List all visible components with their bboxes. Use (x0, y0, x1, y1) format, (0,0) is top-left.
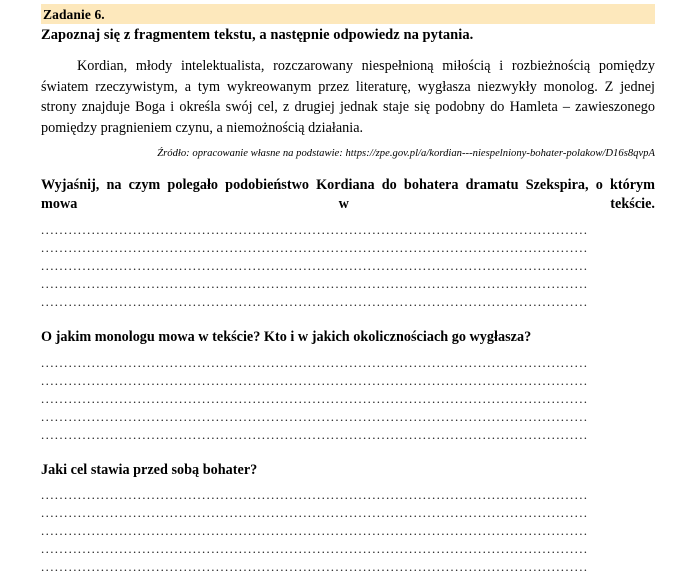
source-citation: Źródło: opracowanie własne na podstawie: https://zpe.gov.pl/a/kordian---niespelniony-bohater-polakow/D16s8qvpA (157, 148, 655, 159)
answer-line[interactable]: ....................................................................................................................... (41, 372, 589, 388)
answer-line[interactable]: ....................................................................................................................... (41, 258, 589, 273)
question-1-text: Wyjaśnij, na czym polegało podobieństwo Kordiana do bohatera dramatu Szekspira, o którym mowa w tekście. (41, 177, 655, 212)
answer-line[interactable]: ....................................................................................................................... (41, 240, 589, 255)
answer-line[interactable]: ....................................................................................................................... (41, 276, 589, 291)
worksheet-page (0, 4, 688, 574)
answer-line[interactable]: ....................................................................................................................... (41, 541, 589, 556)
answer-line[interactable]: ....................................................................................................................... (41, 354, 589, 370)
answer-line[interactable]: ....................................................................................................................... (41, 487, 589, 502)
reading-passage: Kordian, młody intelektualista, rozczarowany niespełnioną miłością i rozbieżnością pomiędzy światem rzeczywistym, a tym wykreowanym przez literaturę, wygłasza niezwykły monolog. Z jednej strony znajduje Boga i określa swój cel, z drugiej jednak staje się podobny do Hamleta – zawieszonego pomiędzy pragnieniem czynu, a niemożnością działania. (41, 58, 655, 136)
answer-line[interactable]: ....................................................................................................................... (41, 222, 589, 237)
task-number-heading: Zadanie 6. (41, 4, 655, 24)
task-instruction: Zapoznaj się z fragmentem tekstu, a następnie odpowiedz na pytania. (41, 27, 474, 43)
answer-line[interactable]: ....................................................................................................................... (41, 505, 589, 520)
answer-line[interactable]: ....................................................................................................................... (41, 408, 589, 424)
question-1-answer-lines (41, 221, 634, 311)
question-3-text: Jaki cel stawia przed sobą bohater? (41, 461, 258, 478)
answer-line[interactable]: ....................................................................................................................... (41, 523, 589, 538)
answer-line[interactable]: ....................................................................................................................... (41, 559, 589, 574)
question-2-text: O jakim monologu mowa w tekście? Kto i w jakich okolicznościach go wygłasza? (41, 329, 532, 345)
answer-line[interactable]: ....................................................................................................................... (41, 390, 589, 406)
answer-line[interactable]: ....................................................................................................................... (41, 294, 589, 309)
question-2-answer-lines (41, 354, 634, 444)
answer-line[interactable]: ....................................................................................................................... (41, 426, 589, 442)
question-3-answer-lines (41, 486, 634, 576)
